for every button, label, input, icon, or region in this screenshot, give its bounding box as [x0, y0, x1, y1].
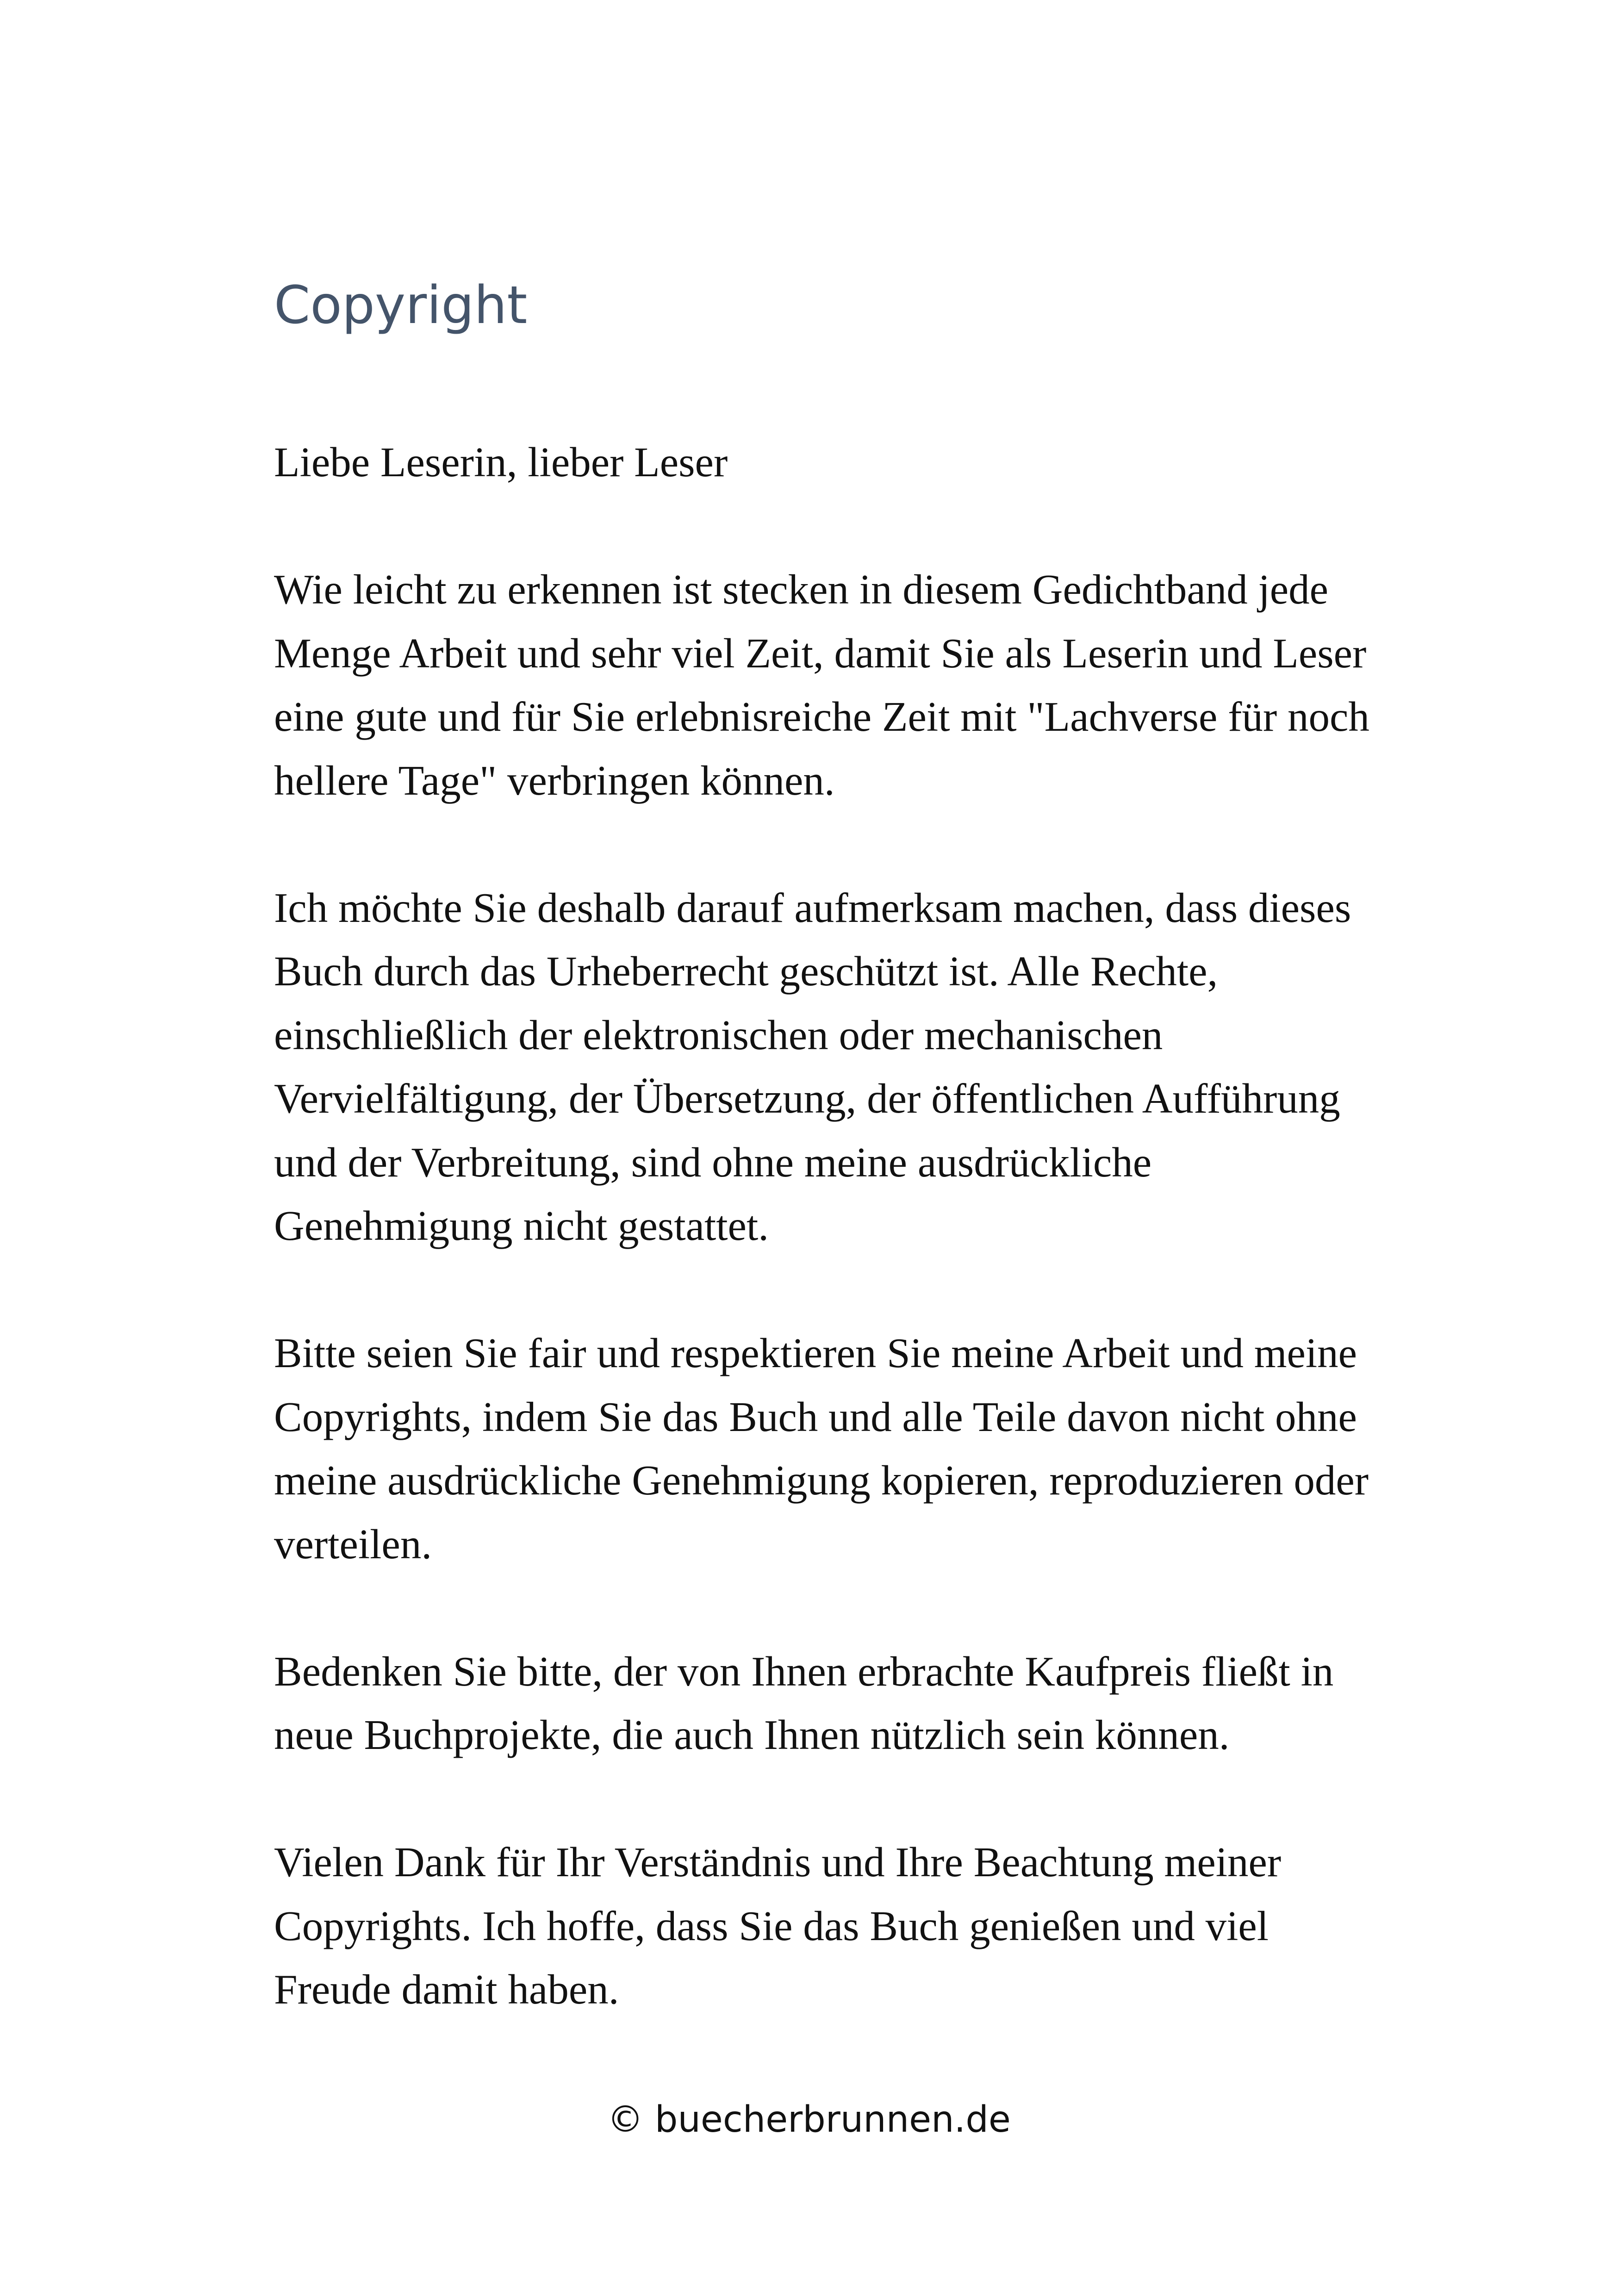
copyright-footer: © buecherbrunnen.de [607, 2099, 1011, 2140]
thanks-paragraph: Vielen Dank für Ihr Verständnis und Ihre Beachtung meiner Copyrights. Ich hoffe, dass Sie das Buch genießen und viel Freude damit haben. [274, 1839, 1282, 2013]
rights-paragraph: Ich möchte Sie deshalb darauf aufmerksam machen, dass dieses Buch durch das Urheberrecht geschützt ist. Alle Rechte, einschließlich der elektronischen oder mechanischen Vervielfältigung, der Übersetzung, der öffentlichen Aufführung und der Verbreitung, sind ohne meine ausdrückliche Genehmigung nicht gestattet. [274, 884, 1351, 1249]
effort-paragraph: Wie leicht zu erkennen ist stecken in diesem Gedichtband jede Menge Arbeit und sehr viel Zeit, damit Sie als Leserin und Leser eine gute und für Sie erlebnisreiche Zeit mit "Lachverse für noch hellere Tage" verbringen können. [274, 566, 1369, 804]
page-title: Copyright [274, 275, 528, 336]
salutation-paragraph: Liebe Leserin, lieber Leser [274, 439, 728, 485]
purchase-paragraph: Bedenken Sie bitte, der von Ihnen erbrachte Kaufpreis fließt in neue Buchprojekte, die auch Ihnen nützlich sein können. [274, 1648, 1334, 1758]
fairness-paragraph: Bitte seien Sie fair und respektieren Sie meine Arbeit und meine Copyrights, indem Sie das Buch und alle Teile davon nicht ohne meine ausdrückliche Genehmigung kopieren, reproduzieren oder verteilen. [274, 1330, 1369, 1568]
copyright-notice-body [274, 430, 1394, 2022]
